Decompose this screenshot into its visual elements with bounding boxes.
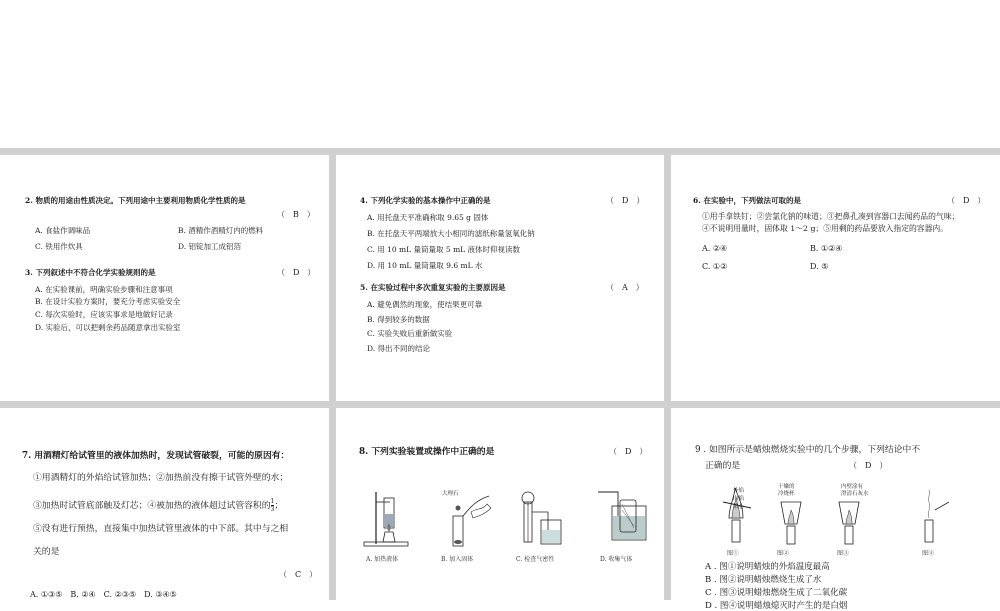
question-7-answer: （ C ） <box>279 570 318 579</box>
question-2-option-c: C. 铁用作炊具 <box>35 242 83 251</box>
question-7-line-2: ①用酒精灯的外焰给试管加热；②加热前没有擦干试管外壁的水； <box>33 473 289 483</box>
question-4-text: 4. 下列化学实验的基本操作中正确的是 <box>360 196 491 205</box>
question-9-answer: （ D ） <box>849 461 888 470</box>
question-4-answer: （ D ） <box>606 196 645 205</box>
question-2-text: 2. 物质的用途由性质决定。下列用途中主要利用物质化学性质的是 <box>25 196 246 205</box>
label-inner-flame: 内焰 <box>733 496 745 502</box>
question-5-text: 5. 在实验过程中多次重复实验的主要原因是 <box>360 283 506 292</box>
question-8-answer: （ D ） <box>609 447 648 456</box>
question-6-text: 6. 在实验中，下列做法可取的是 <box>693 196 801 205</box>
label-outer-flame: 外焰 <box>733 488 745 494</box>
caption-a: A. 加热液体 <box>366 556 399 563</box>
figure-1-caption: 图① <box>727 550 740 557</box>
question-7-line-4: ⑤没有进行预热，直接集中加热试管里液体的中下部。其中与之相 <box>33 524 289 534</box>
question-2-option-b: B. 酒精作酒精灯内的燃料 <box>178 226 264 235</box>
label-dry-cold-beaker-2: 冷烧杯 <box>778 491 795 497</box>
question-5-option-a: A. 避免偶然的现象，使结果更可靠 <box>367 300 483 309</box>
question-7-line-1: 7. 用酒精灯给试管里的液体加热时，发现试管破裂，可能的原因有： <box>22 451 290 461</box>
figure-3-caption: 图③ <box>837 550 850 557</box>
figure-b-adding-solid <box>441 490 496 550</box>
question-4-option-d: D. 用 10 mL 量筒量取 9.6 mL 水 <box>367 261 483 270</box>
question-6-option-a: A. ②④ <box>702 244 728 253</box>
slide-question-7[interactable] <box>0 408 329 600</box>
question-5-option-b: B. 得到较多的数据 <box>367 315 430 324</box>
marble-label: 大理石 <box>442 491 459 497</box>
slide-question-6[interactable] <box>671 155 1000 401</box>
question-3-answer: （ D ） <box>277 268 316 277</box>
question-9-line-1: 9 . 如图所示是蜡烛燃烧实验中的几个步骤，下列结论中不 <box>695 445 921 455</box>
fraction-numerator: 1 <box>270 498 275 505</box>
figure-c-check-airtightness <box>516 490 576 550</box>
question-5-option-c: C. 实验失败后重新做实验 <box>367 329 453 338</box>
question-6-option-d: D. ⑤ <box>810 262 829 271</box>
question-2-option-a: A. 食盐作调味品 <box>35 226 91 235</box>
question-5-answer: （ A ） <box>606 283 644 292</box>
question-7-line-5: 关的是 <box>33 547 60 557</box>
figure-4-extinguished-candle <box>917 484 957 546</box>
question-4-option-b: B. 在托盘天平两端放大小相同的滤纸称量氢氧化钠 <box>367 229 535 238</box>
fraction-denominator: 3 <box>270 506 275 513</box>
slide-questions-2-3[interactable] <box>0 155 329 401</box>
question-5-option-d: D. 得出不同的结论 <box>367 344 431 353</box>
figure-2-caption: 图② <box>777 550 790 557</box>
question-7-line-3-end: ； <box>274 501 284 511</box>
caption-c: C. 检查气密性 <box>516 556 555 563</box>
question-9-line-2: 正确的是 <box>705 461 741 471</box>
slide-question-9[interactable] <box>671 408 1000 611</box>
question-9-option-d: D . 图④说明蜡烛熄灭时产生的是白烟 <box>705 601 848 611</box>
question-9-option-a: A . 图①说明蜡烛的外焰温度最高 <box>705 562 830 572</box>
label-flame-core: 焰心 <box>733 504 745 510</box>
question-4-option-c: C. 用 10 mL 量筒量取 5 mL 液体时仰视读数 <box>367 245 521 254</box>
question-6-option-c: C. ①② <box>702 262 728 271</box>
question-3-option-b: B. 在设计实验方案时，要充分考虑实验安全 <box>35 297 181 306</box>
question-7-options: A. ①③⑤ B. ②④ C. ②③⑤ D. ③④⑤ <box>30 590 177 599</box>
question-8-text: 8. 下列实验装置或操作中正确的是 <box>359 447 495 457</box>
question-4-option-a: A. 用托盘天平准确称取 9.65 g 固体 <box>367 213 489 222</box>
figure-a-heating-liquid <box>356 488 416 548</box>
label-dry-cold-beaker-1: 干燥的 <box>778 484 795 490</box>
caption-b: B. 加入固体 <box>441 556 474 563</box>
question-2-option-d: D. 铝锭加工成铝箔 <box>178 242 242 251</box>
caption-d: D. 收集气体 <box>600 556 633 563</box>
label-limewater-2: 澄清石灰水 <box>841 491 869 497</box>
question-9-option-b: B . 图②说明蜡烛燃烧生成了水 <box>705 575 822 585</box>
question-7-line-3-text: ③加热时试管底部触及灯芯；④被加热的液体超过试管容积的 <box>33 501 271 511</box>
slide-questions-4-5[interactable] <box>336 155 664 401</box>
question-2-answer: （ B ） <box>277 210 315 219</box>
question-6-statement-2: ④不说明用量时，固体取 1～2 g；⑤用剩的药品要放入指定的容器内。 <box>702 224 948 233</box>
slide-grid <box>0 148 1000 611</box>
figure-4-caption: 图④ <box>922 550 935 557</box>
question-3-option-d: D. 实验后，可以把剩余药品随意拿出实验室 <box>35 323 181 332</box>
question-6-statement-1: ①用手拿铁钉；②尝氯化钠的味道；③把鼻孔凑到容器口去闻药品的气味； <box>702 212 960 221</box>
question-3-option-a: A. 在实验课前，明确实验步骤和注意事项 <box>35 285 173 294</box>
question-6-answer: （ D ） <box>947 196 986 205</box>
question-3-text: 3. 下列叙述中不符合化学实验规则的是 <box>25 268 156 277</box>
question-9-option-c: C . 图③说明蜡烛燃烧生成了二氧化碳 <box>705 588 848 598</box>
question-7-line-3 <box>33 498 283 513</box>
figure-3-limewater-beaker <box>831 484 871 546</box>
question-6-option-b: B. ①②④ <box>810 244 843 253</box>
question-3-option-c: C. 每次实验时，应该实事求是地做好记录 <box>35 310 173 319</box>
figure-2-dry-cold-beaker <box>771 484 811 546</box>
slide-question-8[interactable] <box>336 408 664 600</box>
figure-d-collect-gas <box>594 486 654 546</box>
label-limewater-1: 内壁涂有 <box>841 484 864 490</box>
blank-top-area <box>0 0 1000 148</box>
